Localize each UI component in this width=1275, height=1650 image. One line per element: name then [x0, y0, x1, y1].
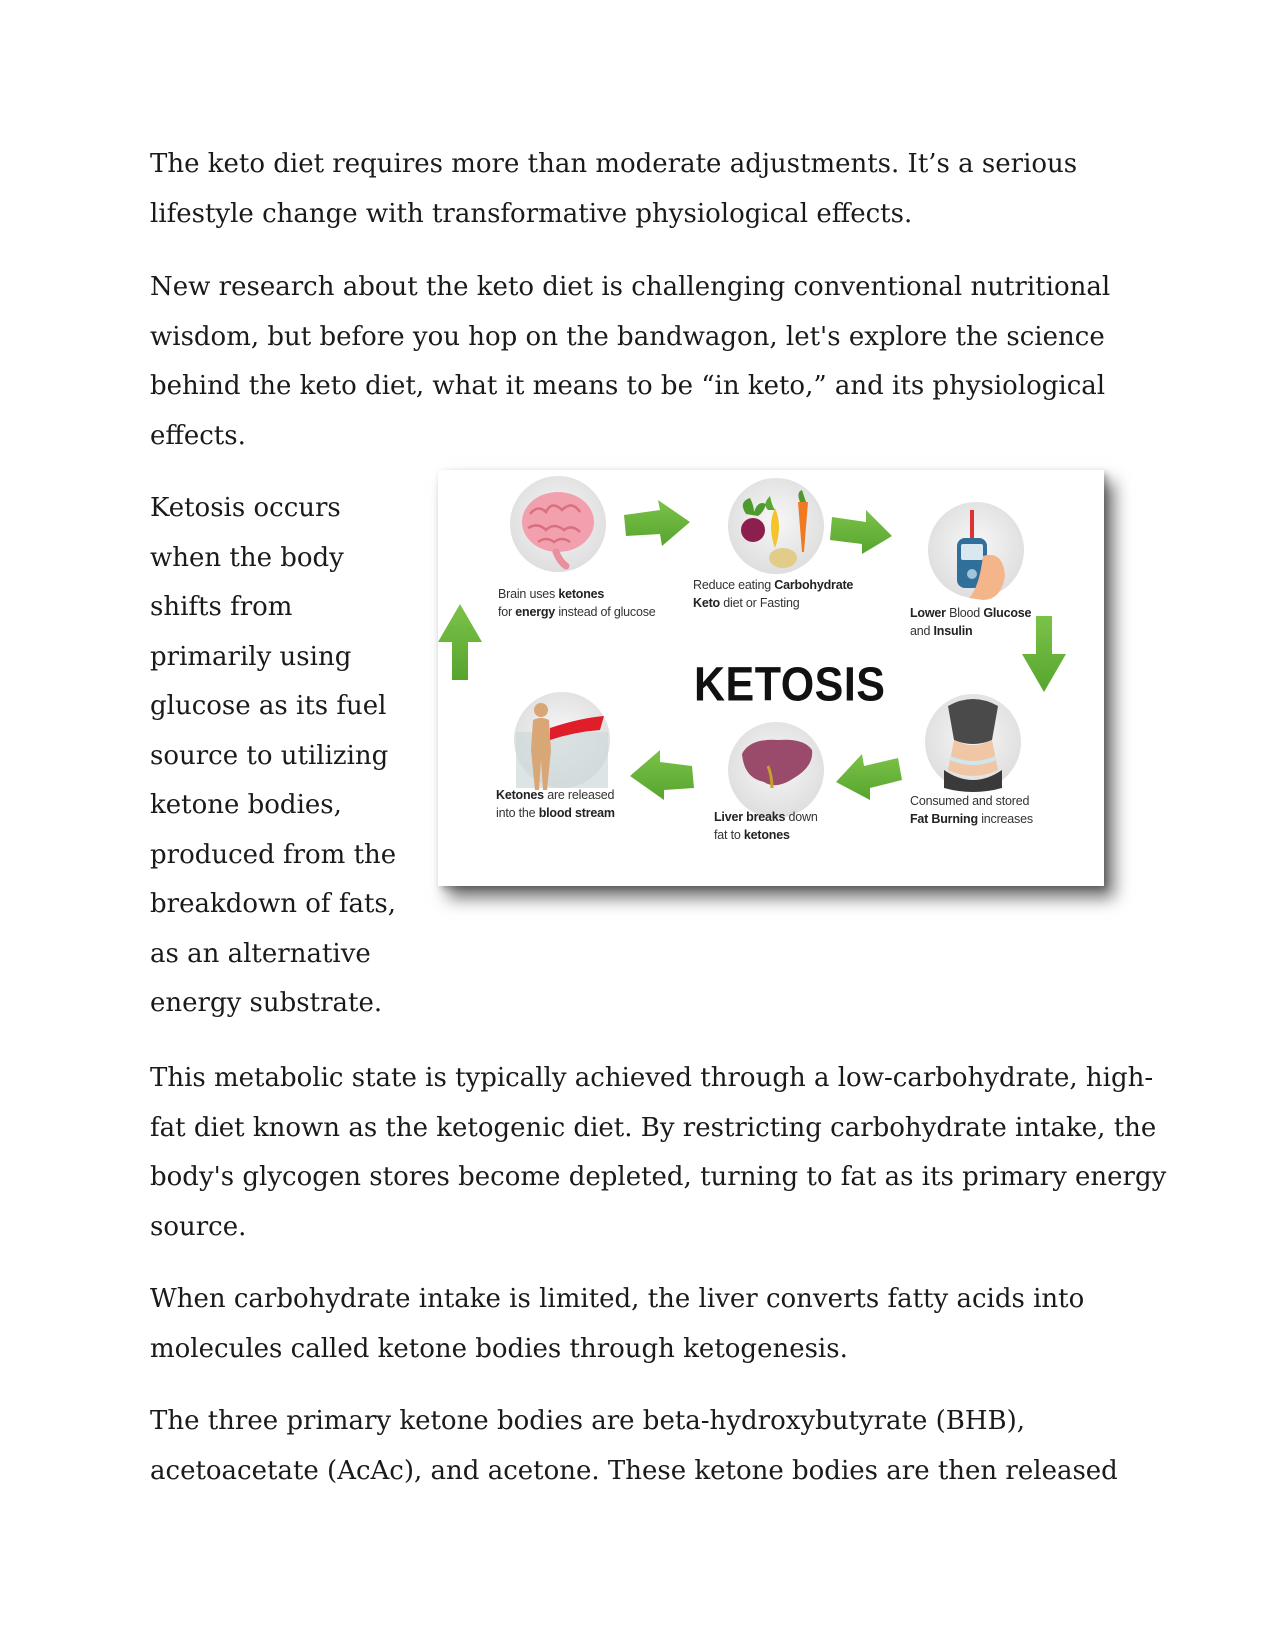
text-line: molecules called ketone bodies through ketogenesis.	[150, 1333, 848, 1364]
paragraph-metabolic-state	[150, 1054, 1166, 1252]
text-line: New research about the keto diet is challenging conventional nutritional	[150, 272, 1111, 302]
text-line: energy substrate.	[150, 988, 383, 1018]
paragraph-ketogenesis	[150, 1275, 1084, 1374]
text-line: lifestyle change with transformative physiological effects.	[150, 198, 913, 229]
text-line: acetoacetate (AcAc), and acetone. These ketone bodies are then released	[150, 1455, 1118, 1486]
text-line: The keto diet requires more than moderate adjustments. It’s a serious	[150, 149, 1078, 179]
text-line: glucose as its fuel	[150, 691, 387, 721]
text-line: produced from the	[150, 839, 397, 870]
text-line: breakdown of fats,	[150, 889, 396, 919]
arrow-left-2	[630, 750, 694, 800]
arrow-right-1	[624, 500, 690, 546]
ketosis-cycle-figure	[438, 470, 1104, 886]
liver-icon	[728, 722, 824, 818]
text-line: This metabolic state is typically achieved through a low-carbohydrate, high-	[150, 1063, 1154, 1093]
arrow-right-2	[830, 510, 892, 554]
arrow-left-1	[836, 754, 902, 800]
label-lower-glucose: Lower Blood Glucose and Insulin	[910, 606, 1032, 638]
text-line: effects.	[150, 420, 246, 451]
text-line: The three primary ketone bodies are beta-hydroxybutyrate (BHB),	[150, 1406, 1026, 1436]
waist-measure-icon	[925, 694, 1021, 792]
text-line: wisdom, but before you hop on the bandwagon, let's explore the science	[150, 321, 1105, 352]
text-line: ketone bodies,	[150, 790, 342, 820]
text-line: Ketosis occurs	[150, 493, 341, 523]
glucose-meter-icon	[928, 502, 1024, 600]
paragraph-research	[150, 263, 1110, 461]
vegetables-icon	[728, 478, 824, 574]
human-body-icon	[514, 692, 610, 790]
text-line: when the body	[150, 542, 344, 573]
text-line: source.	[150, 1211, 247, 1242]
text-line: behind the keto diet, what it means to be “in keto,” and its physiological	[150, 371, 1106, 401]
brain-icon	[510, 476, 606, 572]
text-line: When carbohydrate intake is limited, the liver converts fatty acids into	[150, 1284, 1085, 1314]
paragraph-ketone-bodies	[150, 1397, 1118, 1496]
text-line: primarily using	[150, 641, 352, 672]
paragraph-intro	[150, 140, 1077, 239]
text-line: shifts from	[150, 592, 293, 622]
label-liver: Liver breaks down fat to ketones	[714, 810, 818, 842]
paragraph-ketosis-definition	[150, 484, 396, 1029]
text-line: body's glycogen stores become depleted, turning to fat as its primary energy	[150, 1162, 1167, 1192]
text-line: source to utilizing	[150, 740, 389, 771]
arrow-up	[438, 604, 482, 680]
label-reduce-carbohydrate: Reduce eating Carbohydrate Keto diet or Fasting	[693, 578, 854, 610]
label-ketones-released: Ketones are released into the blood stream	[496, 788, 615, 820]
text-line: as an alternative	[150, 938, 371, 969]
text-line: fat diet known as the ketogenic diet. By restricting carbohydrate intake, the	[150, 1112, 1157, 1143]
figure-title: KETOSIS	[694, 658, 886, 712]
label-fat-burning: Consumed and stored Fat Burning increases	[910, 794, 1033, 826]
label-brain: Brain uses ketones for energy instead of glucose	[498, 587, 656, 619]
